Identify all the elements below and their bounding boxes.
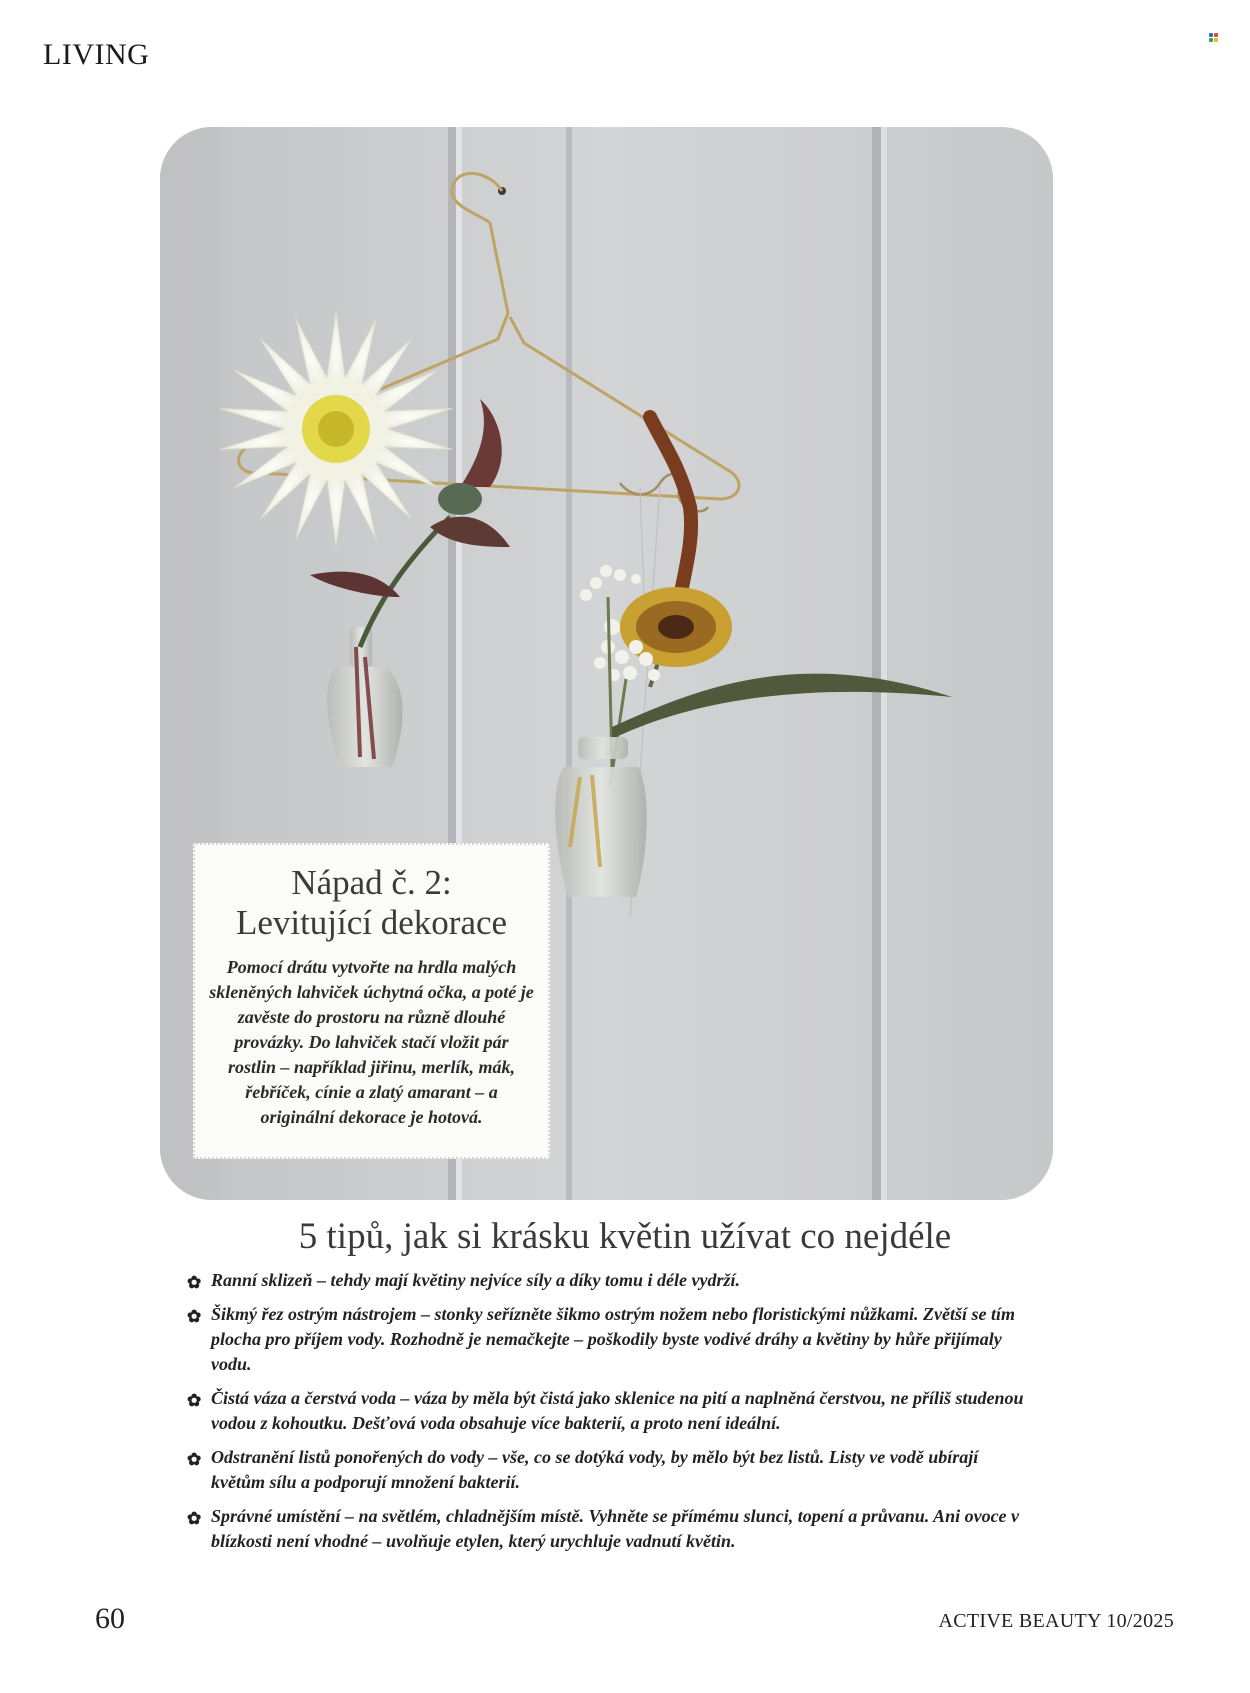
tip-text: Čistá váza a čerstvá voda – váza by měla být čistá jako sklenice na pití a naplněná čerstvou, ne příliš studenou vodou z kohoutku. Dešťová voda obsahuje více bakterií, a proto není ideální.	[211, 1388, 1024, 1433]
callout-title-line2: Levitující dekorace	[235, 903, 508, 942]
flower-bullet-icon: ✿	[187, 1509, 202, 1528]
tip-item	[187, 1268, 1027, 1293]
callout-title	[205, 863, 538, 943]
corner-color-mark	[1209, 33, 1219, 43]
flower-bullet-icon: ✿	[187, 1273, 202, 1292]
tip-item	[187, 1386, 1027, 1436]
callout-title-line1: Nápad č. 2:	[291, 863, 452, 902]
tip-item	[187, 1504, 1027, 1554]
flower-bullet-icon: ✿	[187, 1307, 202, 1326]
tip-item	[187, 1445, 1027, 1495]
tip-text: Ranní sklizeň – tehdy mají květiny nejvíce síly a díky tomu i déle vydrží.	[211, 1270, 740, 1290]
tips-list	[187, 1268, 1027, 1563]
tip-text: Odstranění listů ponořených do vody – vše, co se dotýká vody, by mělo být bez listů. Listy ve vodě ubírají květům sílu a podporují množení bakterií.	[211, 1447, 979, 1492]
flower-bullet-icon: ✿	[187, 1450, 202, 1469]
tips-title: 5 tipů, jak si krásku květin užívat co nejdéle	[298, 1216, 952, 1257]
flower-bullet-icon: ✿	[187, 1391, 202, 1410]
tip-text: Šikmý řez ostrým nástrojem – stonky seřízněte šikmo ostrým nožem nebo floristickými nůžkami. Zvětší se tím plocha pro příjem vody. Rozhodně je nemačkejte – poškodily byste vodivé dráhy a květiny by hůře přijímaly vodu.	[211, 1304, 1016, 1374]
footer-brand: ACTIVE BEAUTY 10/2025	[938, 1610, 1174, 1632]
callout-body: Pomocí drátu vytvořte na hrdla malých skleněných lahviček úchytná očka, a poté je zavěste do prostoru na různě dlouhé provázky. Do lahviček stačí vložit pár rostlin – například jiřinu, merlík, mák, řebříček, cínie a zlatý amarant – a originální dekorace je hotová.	[209, 957, 534, 1127]
tip-text: Správné umístění – na světlém, chladnějším místě. Vyhněte se přímému slunci, topení a průvanu. Ani ovoce v blízkosti není vhodné – uvolňuje etylen, který urychluje vadnutí květin.	[211, 1506, 1020, 1551]
page-number: 60	[95, 1602, 125, 1635]
callout-box	[193, 843, 550, 1159]
tip-item	[187, 1302, 1027, 1377]
section-label: LIVING	[43, 38, 150, 71]
